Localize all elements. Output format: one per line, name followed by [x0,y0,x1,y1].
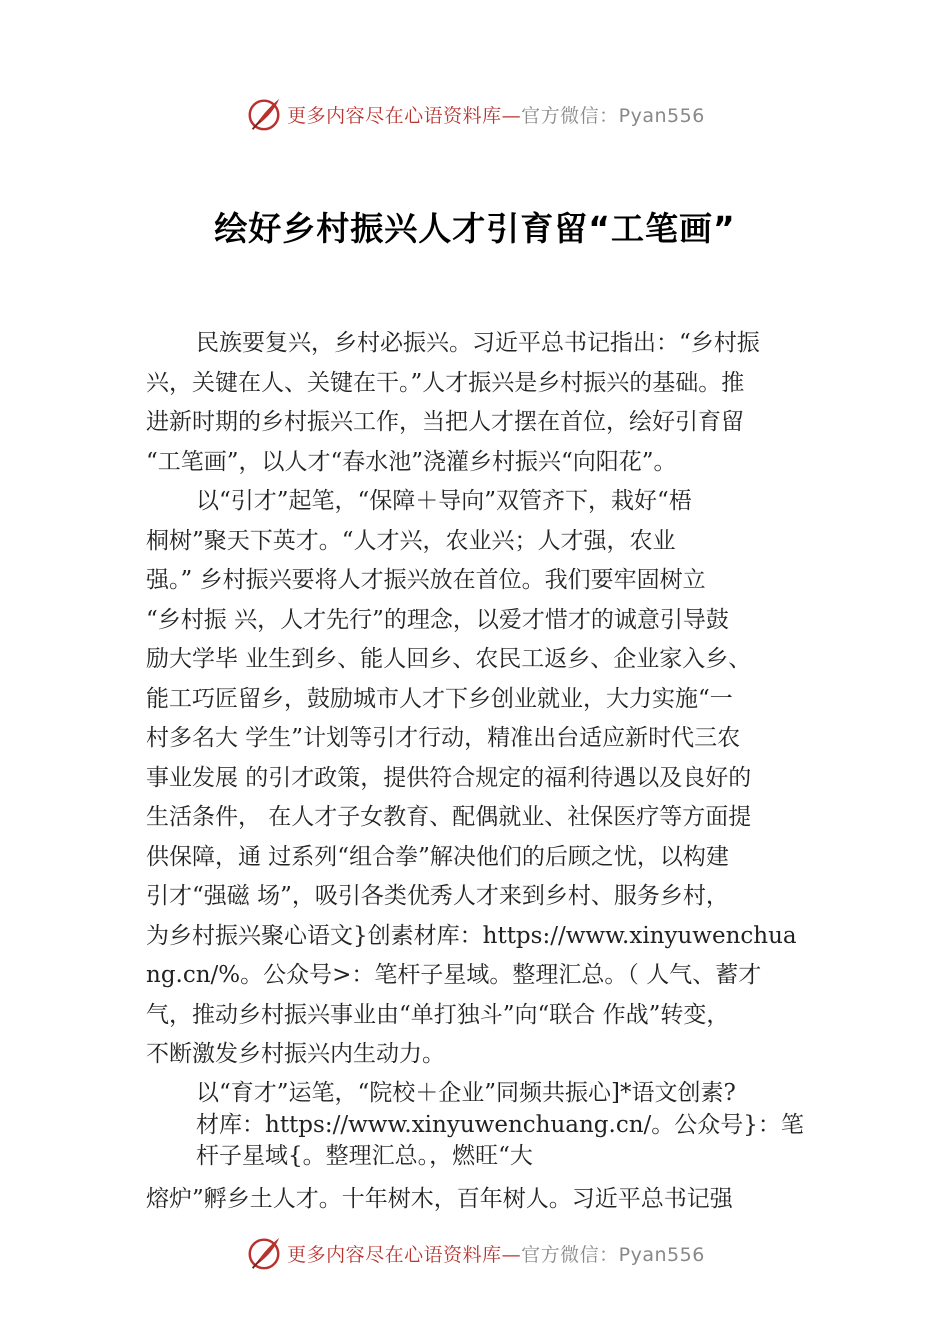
wechat-id: 官方微信：Pyan556 [521,104,705,127]
header-banner [0,94,950,134]
document-title: 绘好乡村振兴人才引育留“工笔画” [214,209,736,248]
text-line: 供保障，通 过系列“组合拳”解决他们的后顾之忧，以构建 [146,844,729,870]
text-line: 进新时期的乡村振兴工作，当把人才摆在首位，绘好引育留 [146,409,744,435]
text-line: 气，推动乡村振兴事业由“单打独斗”向“联合 作战”转变， [146,1002,730,1028]
text-line: 以“育才”运笔，“院校＋企业”同频共振心]*语文创素? [196,1080,736,1106]
text-line: 生活条件， 在人才子女教育、配偶就业、社保医疗等方面提 [146,804,752,830]
quill-logo-icon [245,95,283,133]
footer-banner [0,1233,950,1273]
text-line: 事业发展 的引才政策，提供符合规定的福利待遇以及良好的 [146,765,752,791]
text-line: 熔炉”孵乡土人才。十年树木，百年树人。习近平总书记强 [146,1186,733,1212]
text-line: 材库：https://www.xinyuwenchuang.cn/。公众号}：笔 [196,1112,804,1138]
text-line: 强。” 乡村振兴要将人才振兴放在首位。我们要牢固树立 [146,567,706,593]
text-line: 不断激发乡村振兴内生动力。 [146,1041,445,1067]
text-line: 励大学毕 业生到乡、能人回乡、农民工返乡、企业家入乡、 [146,646,752,672]
text-line: 兴，关键在人、关键在干。”人才振兴是乡村振兴的基础。推 [146,370,745,396]
text-line: 民族要复兴，乡村必振兴。习近平总书记指出：“乡村振 [196,330,760,356]
text-line: 能工巧匠留乡，鼓励城市人才下乡创业就业，大力实施“一 [146,686,733,712]
text-line: 村多名大 学生”计划等引才行动，精准出台适应新时代三农 [146,725,741,751]
banner-text: 更多内容尽在心语资料库—官方微信：Pyan556 [287,1243,705,1266]
text-line: “工笔画”，以人才“春水池”浇灌乡村振兴“向阳花”。 [146,449,677,475]
text-line: 引才“强磁 场”，吸引各类优秀人才来到乡村、服务乡村， [146,883,729,909]
text-line: “乡村振 兴，人才先行”的理念，以爱才惜才的诚意引导鼓 [146,607,729,633]
text-line: ng.cn/%。公众号>：笔杆子星域。整理汇总。（ 人气、蓄才 [146,962,762,988]
text-line: 杆子星域{。整理汇总。，燃旺“大 [196,1143,533,1169]
banner-text: 更多内容尽在心语资料库—官方微信：Pyan556 [287,104,705,127]
text-line: 为乡村振兴聚心语文}创素材库：https://www.xinyuwenchua [146,923,797,949]
quill-logo-icon [245,1234,283,1272]
text-line: 桐树”聚天下英才。“人才兴，农业兴；人才强，农业 [146,528,676,554]
wechat-id: 官方微信：Pyan556 [521,1243,705,1266]
text-line: 以“引才”起笔，“保障＋导向”双管齐下，栽好“梧 [196,488,692,514]
